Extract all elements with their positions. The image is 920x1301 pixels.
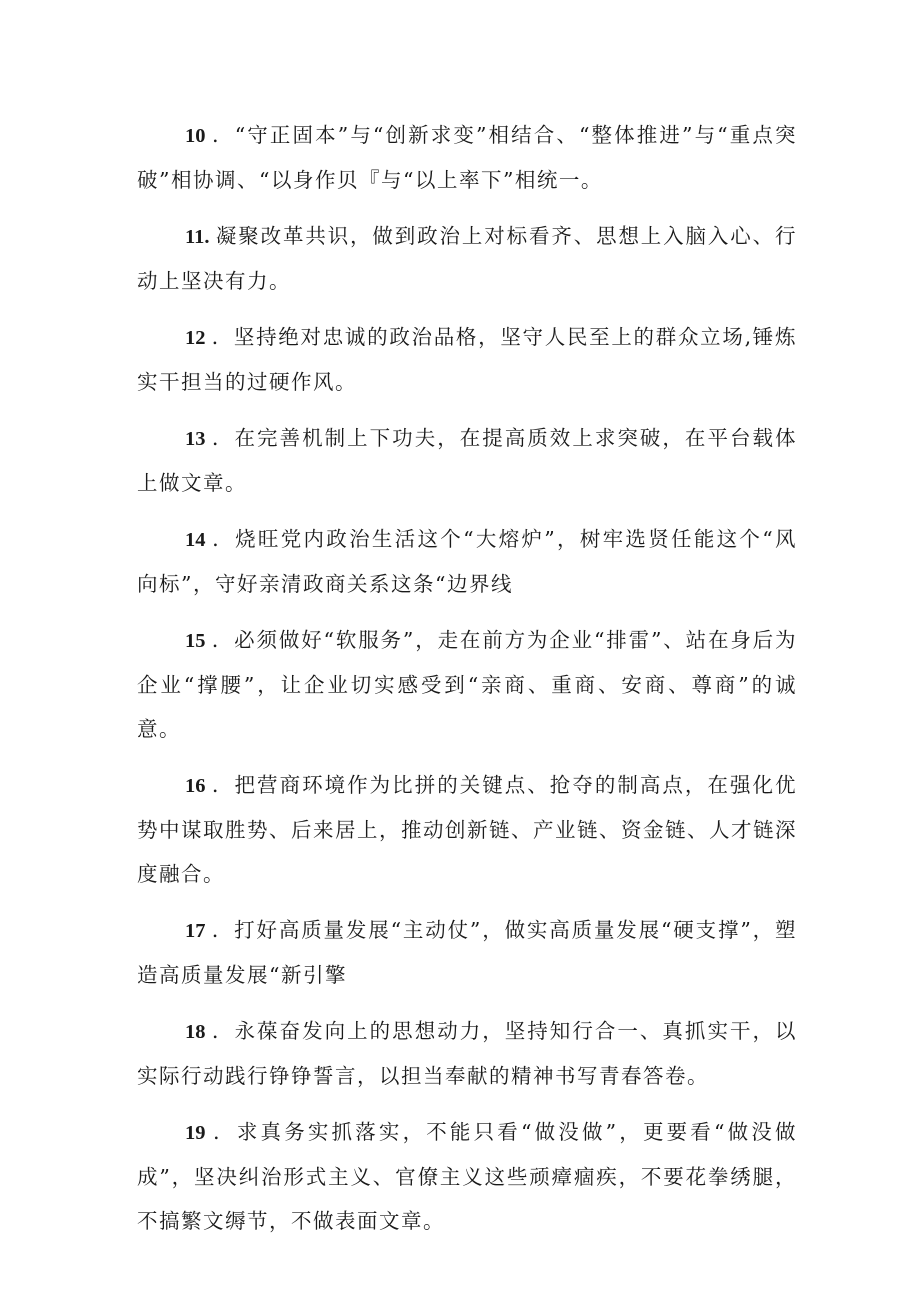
item-text: ．在完善机制上下功夫，在提高质效上求突破，在平台载体上做文章。	[137, 426, 797, 495]
document-body	[137, 113, 797, 1255]
item-text: ．必须做好“软服务”，走在前方为企业“排雷”、站在身后为企业“撑腰”，让企业切实感受到“亲商、重商、安商、尊商”的诚意。	[137, 628, 797, 741]
item-number: 15	[185, 630, 206, 652]
item-text: ．把营商环境作为比拼的关键点、抢夺的制高点，在强化优势中谋取胜势、后来居上，推动创新链、产业链、资金链、人才链深度融合。	[137, 773, 797, 886]
list-item-12	[137, 315, 797, 404]
item-text: 凝聚改革共识，做到政治上对标看齐、思想上入脑入心、行动上坚决有力。	[137, 224, 797, 293]
item-text: ．“守正固本”与“创新求变”相结合、“整体推进”与“重点突破”相协调、“以身作贝『与“以上率下”相统一。	[137, 123, 797, 192]
item-text: ．永葆奋发向上的思想动力，坚持知行合一、真抓实干，以实际行动践行铮铮誓言，以担当奉献的精神书写青春答卷。	[137, 1019, 797, 1088]
item-number: 16	[185, 775, 206, 797]
list-item-19	[137, 1110, 797, 1243]
list-item-14	[137, 517, 797, 606]
list-item-15	[137, 618, 797, 751]
item-text: ．求真务实抓落实，不能只看“做没做”，更要看“做没做成”，坚决纠治形式主义、官僚主义这些顽瘴痼疾，不要花拳绣腿，不搞繁文缛节，不做表面文章。	[137, 1120, 797, 1233]
list-item-10	[137, 113, 797, 202]
item-number: 13	[185, 428, 206, 450]
item-number: 17	[185, 920, 206, 942]
item-number: 14	[185, 529, 206, 551]
item-number: 11.	[185, 226, 210, 248]
item-text: ．打好高质量发展“主动仗”，做实高质量发展“硬支撑”，塑造高质量发展“新引擎	[137, 918, 797, 987]
item-text: ．烧旺党内政治生活这个“大熔炉”，树牢选贤任能这个“风向标”，守好亲清政商关系这条“边界线	[137, 527, 797, 596]
item-number: 19	[185, 1122, 206, 1144]
item-number: 18	[185, 1021, 206, 1043]
list-item-13	[137, 416, 797, 505]
list-item-17	[137, 908, 797, 997]
list-item-16	[137, 763, 797, 896]
list-item-11	[137, 214, 797, 303]
item-number: 10	[185, 125, 206, 147]
list-item-18	[137, 1009, 797, 1098]
item-text: ．坚持绝对忠诚的政治品格，坚守人民至上的群众立场,锤炼实干担当的过硬作风。	[137, 325, 797, 394]
item-number: 12	[185, 327, 206, 349]
